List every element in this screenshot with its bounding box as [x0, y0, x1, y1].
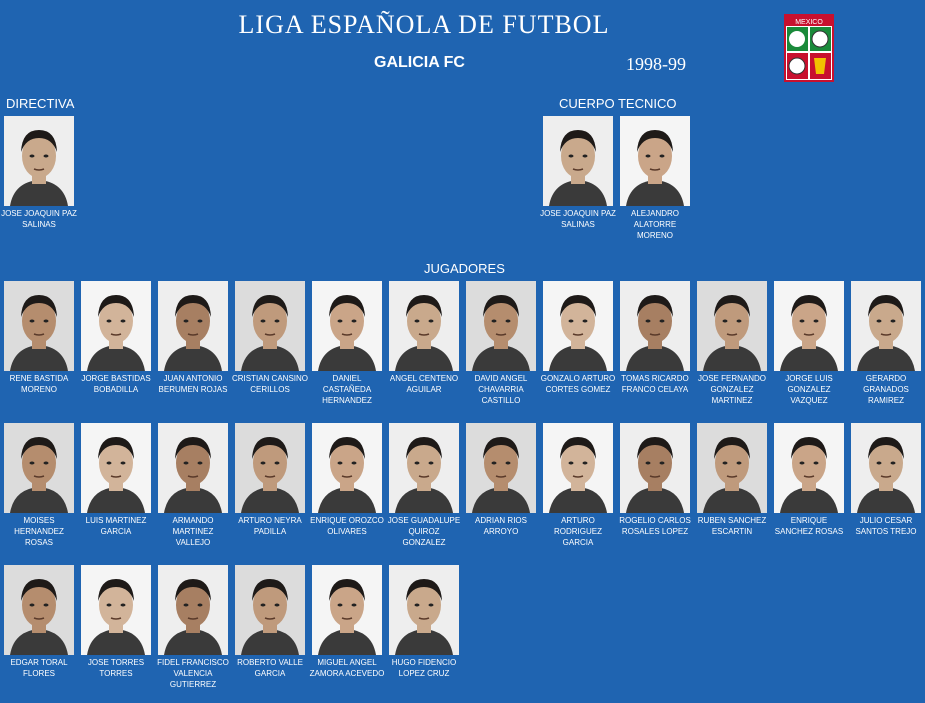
person-name: ARTURO NEYRA PADILLA [238, 516, 302, 536]
person-card [540, 281, 616, 395]
player-photo [312, 565, 382, 655]
person-card [158, 565, 228, 690]
person-name: JORGE LUIS GONZALEZ VAZQUEZ [785, 374, 833, 405]
person-name: ARMANDO MARTINEZ VALLEJO [172, 516, 214, 547]
player-photo [389, 281, 459, 371]
person-name: ROBERTO VALLE GARCIA [237, 658, 303, 678]
person-name: DAVID ANGEL CHAVARRIA CASTILLO [474, 374, 528, 405]
crest-text: MEXICO [795, 19, 823, 26]
person-name: JULIO CESAR SANTOS TREJO [855, 516, 917, 536]
person-card [620, 116, 690, 241]
person-name: RENE BASTIDA MORENO [9, 374, 69, 394]
person-card [4, 423, 74, 548]
person-name: EDGAR TORAL FLORES [10, 658, 68, 678]
section-jugadores: JUGADORES [424, 261, 505, 276]
person-card [235, 565, 305, 679]
team-crest [784, 14, 834, 82]
section-cuerpo-tecnico: CUERPO TECNICO [559, 96, 677, 111]
person-name: MOISES HERNANDEZ ROSAS [14, 516, 64, 547]
person-card [81, 281, 151, 395]
person-name: JOSE GUADALUPE QUIROZ GONZALEZ [387, 516, 461, 547]
person-name: FIDEL FRANCISCO VALENCIA GUTIERREZ [157, 658, 229, 689]
team-name: GALICIA FC [374, 54, 465, 71]
person-card [851, 281, 921, 406]
player-photo [158, 565, 228, 655]
person-name: HUGO FIDENCIO LOPEZ CRUZ [391, 658, 457, 678]
player-photo [697, 423, 767, 513]
person-name: TOMAS RICARDO FRANCO CELAYA [621, 374, 689, 394]
player-photo [620, 281, 690, 371]
person-card [312, 281, 382, 406]
person-card [774, 423, 844, 537]
person-name: GONZALO ARTURO CORTES GOMEZ [540, 374, 616, 394]
person-name: JOSE TORRES TORRES [87, 658, 145, 678]
player-photo [697, 281, 767, 371]
player-photo [543, 423, 613, 513]
player-photo [4, 423, 74, 513]
person-card [543, 423, 613, 548]
person-card [620, 281, 690, 395]
player-photo [466, 281, 536, 371]
player-photo [312, 281, 382, 371]
person-card [235, 423, 305, 537]
player-photo [389, 423, 459, 513]
player-photo [774, 281, 844, 371]
person-card [389, 565, 459, 679]
person-card [620, 423, 690, 537]
person-name: ARTURO RODRIGUEZ GARCIA [554, 516, 602, 547]
person-name: ENRIQUE OROZCO OLIVARES [310, 516, 384, 536]
player-photo [851, 423, 921, 513]
player-photo [158, 423, 228, 513]
person-card [232, 281, 309, 395]
person-name: ENRIQUE SANCHEZ ROSAS [774, 516, 844, 536]
person-name: MIGUEL ANGEL ZAMORA ACEVEDO [309, 658, 385, 678]
person-name: CRISTIAN CANSINO CERILLOS [232, 374, 309, 394]
player-photo [620, 116, 690, 206]
person-card [309, 565, 385, 679]
person-card [1, 116, 77, 230]
person-name: JORGE BASTIDAS BOBADILLA [81, 374, 151, 394]
person-card [158, 281, 228, 395]
player-photo [235, 423, 305, 513]
player-photo [774, 423, 844, 513]
person-name: JUAN ANTONIO BERUMEN ROJAS [158, 374, 228, 394]
player-photo [81, 281, 151, 371]
person-card [389, 281, 459, 395]
person-card [4, 281, 74, 395]
player-photo [851, 281, 921, 371]
person-card [4, 565, 74, 679]
player-photo [4, 281, 74, 371]
player-photo [389, 565, 459, 655]
person-card [81, 423, 151, 537]
person-name: JOSE FERNANDO GONZALEZ MARTINEZ [697, 374, 766, 405]
person-name: JOSE JOAQUIN PAZ SALINAS [540, 209, 616, 229]
person-card [697, 281, 767, 406]
person-card [81, 565, 151, 679]
player-photo [158, 281, 228, 371]
person-name: ANGEL CENTENO AGUILAR [389, 374, 459, 394]
player-photo [4, 116, 74, 206]
person-card [540, 116, 616, 230]
crest-emblem-icon [786, 16, 832, 80]
person-name: LUIS MARTINEZ GARCIA [85, 516, 147, 536]
person-card [466, 423, 536, 537]
page-title: LIGA ESPAÑOLA DE FUTBOL [238, 10, 610, 39]
person-name: ROGELIO CARLOS ROSALES LOPEZ [619, 516, 691, 536]
player-photo [235, 565, 305, 655]
player-photo [235, 281, 305, 371]
player-photo [4, 565, 74, 655]
player-photo [620, 423, 690, 513]
person-card [389, 423, 459, 548]
player-photo [543, 281, 613, 371]
player-photo [81, 565, 151, 655]
person-card [466, 281, 536, 406]
person-card [158, 423, 228, 548]
person-name: JOSE JOAQUIN PAZ SALINAS [1, 209, 77, 229]
person-card [774, 281, 844, 406]
player-photo [81, 423, 151, 513]
person-name: ALEJANDRO ALATORRE MORENO [630, 209, 679, 240]
person-name: GERARDO GRANADOS RAMIREZ [863, 374, 909, 405]
season-label: 1998-99 [626, 54, 686, 74]
person-name: RUBEN SANCHEZ ESCARTIN [697, 516, 767, 536]
person-name: ADRIAN RIOS ARROYO [474, 516, 527, 536]
player-photo [466, 423, 536, 513]
person-card [312, 423, 382, 537]
person-card [697, 423, 767, 537]
player-photo [312, 423, 382, 513]
player-photo [543, 116, 613, 206]
section-directiva: DIRECTIVA [6, 96, 75, 111]
person-card [851, 423, 921, 537]
person-name: DANIEL CASTAÑEDA HERNANDEZ [322, 374, 372, 405]
